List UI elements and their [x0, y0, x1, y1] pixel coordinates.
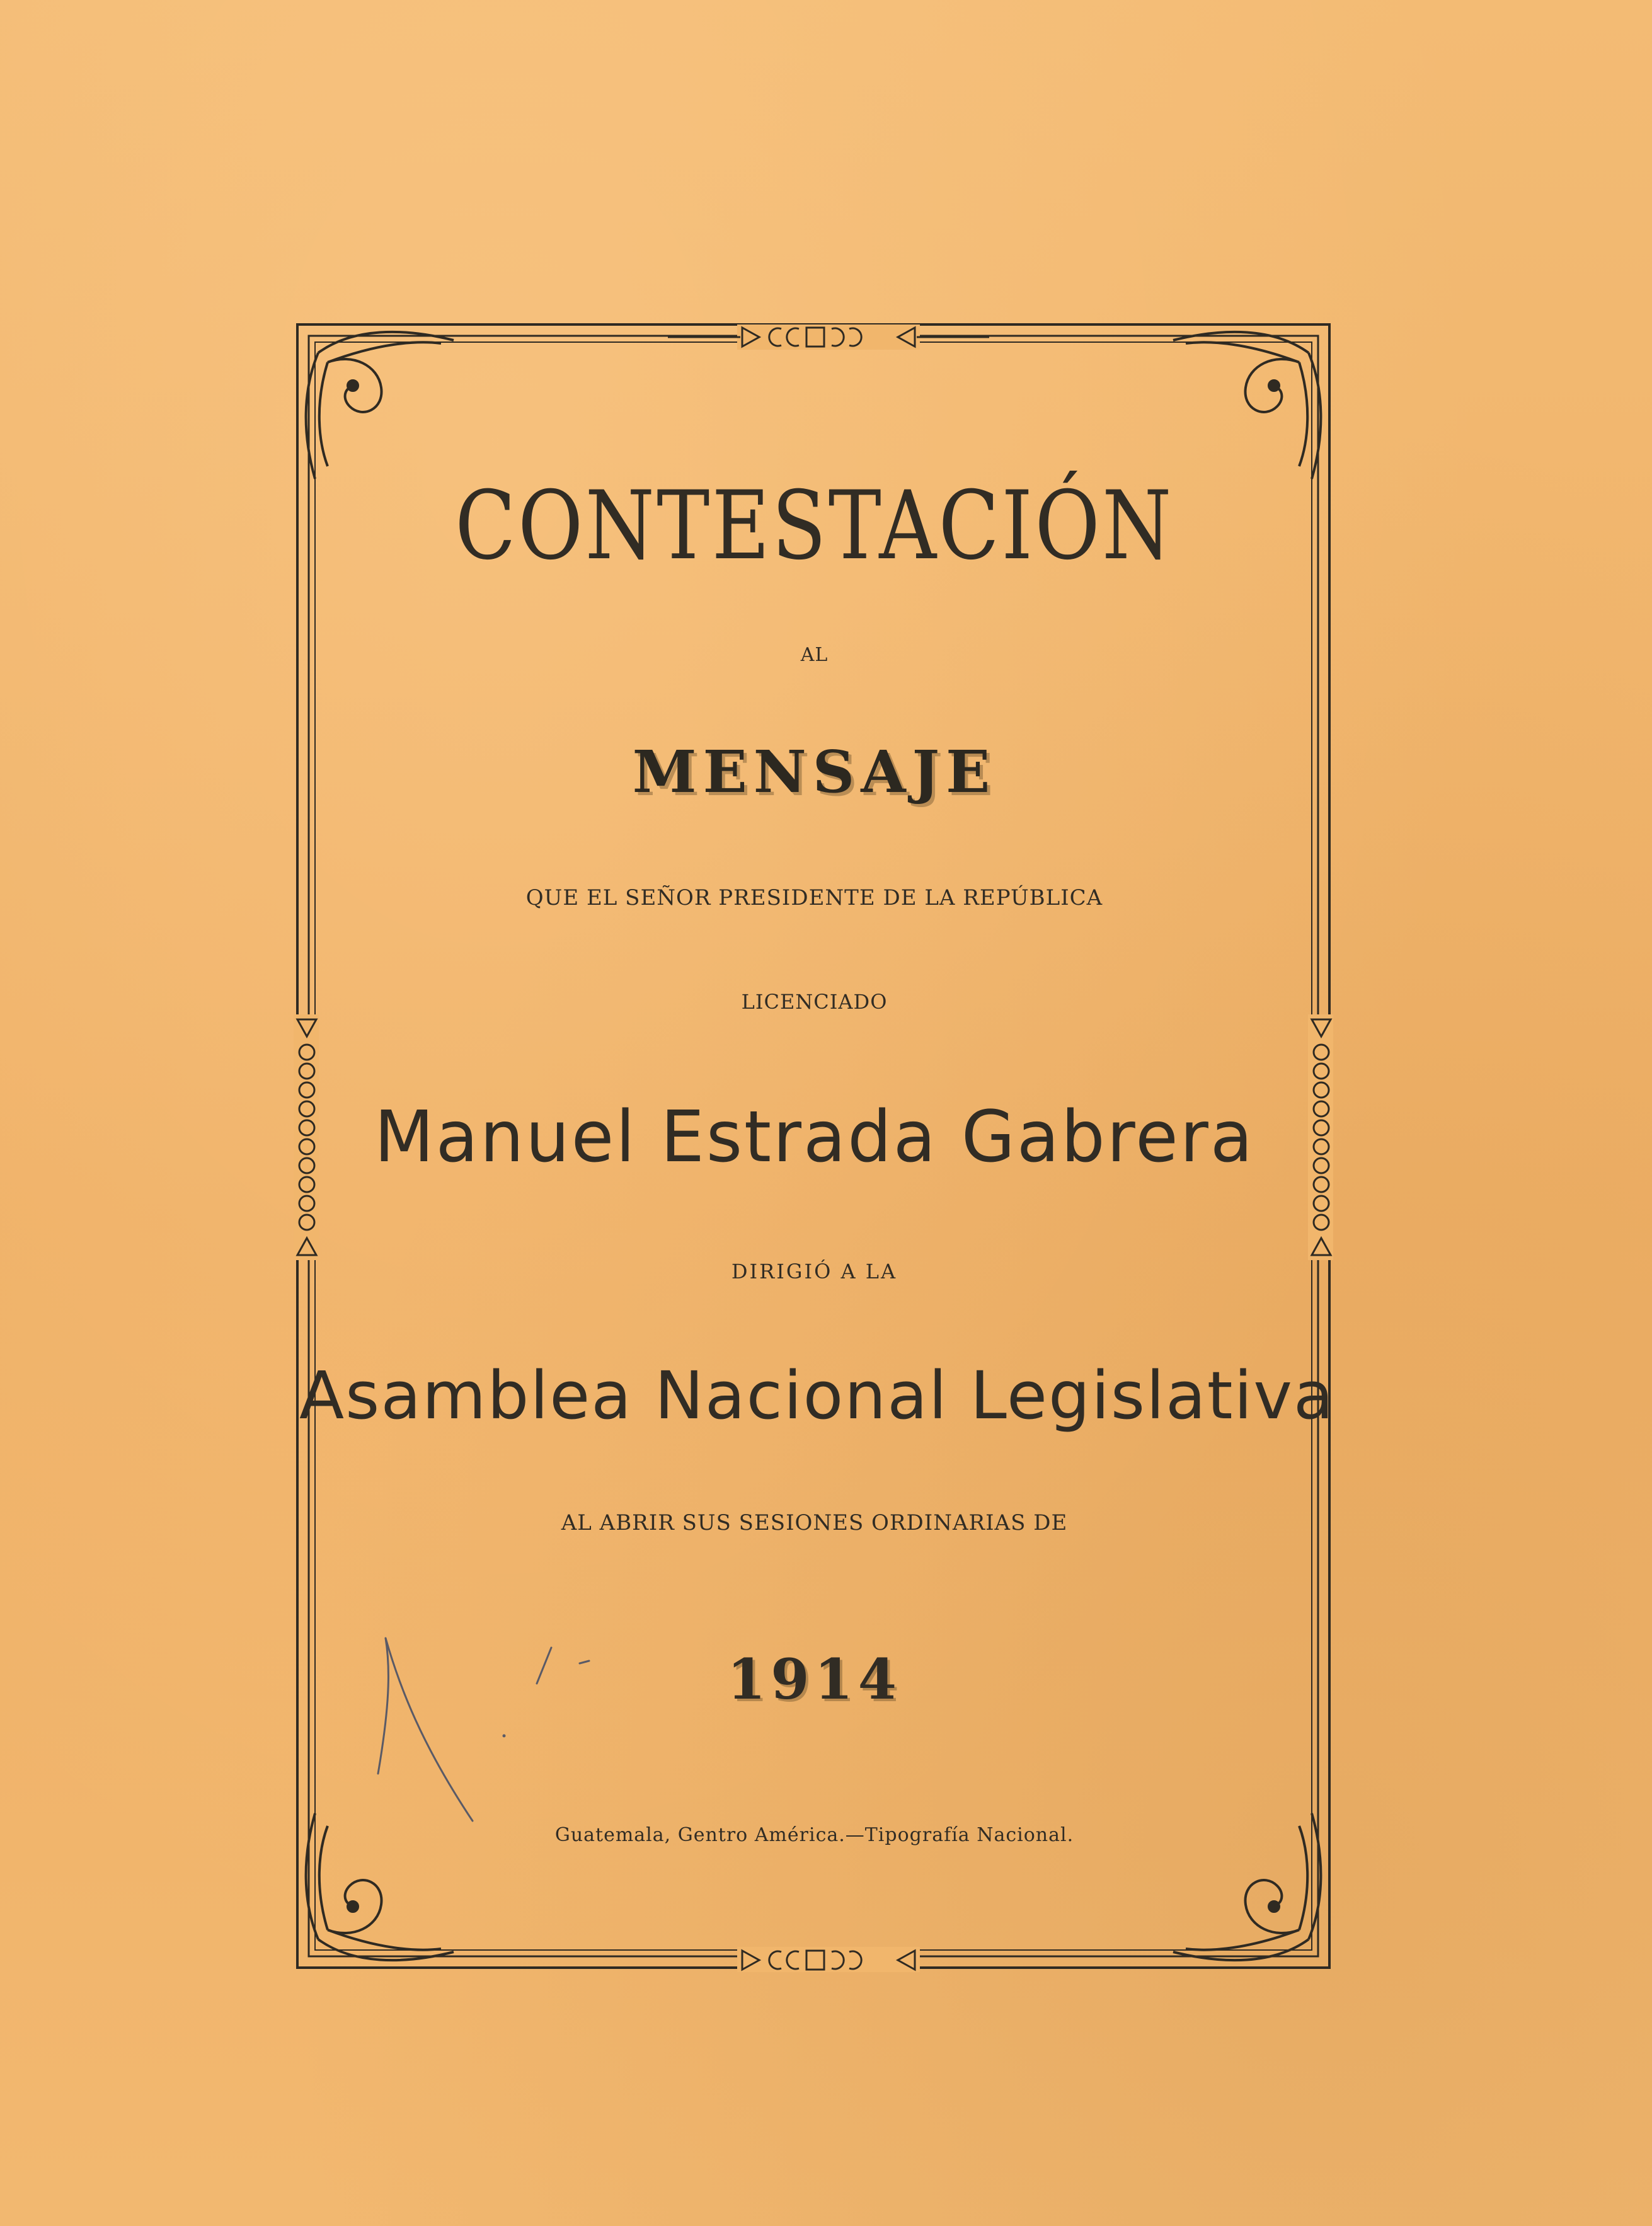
president-name: Manuel Estrada Gabrera: [374, 1096, 1255, 1178]
corner-flourish-top-right: [1173, 332, 1321, 479]
document-title: CONTESTACIÓN: [455, 471, 1174, 581]
assembly-name: Asamblea Nacional Legislativa: [299, 1357, 1335, 1434]
imprint-line: Guatemala, Gentro América.—Tipografía Nacional.: [554, 1824, 1074, 1846]
corner-flourish-top-left: [306, 332, 454, 479]
line-al-abrir: AL ABRIR SUS SESIONES ORDINARIAS DE: [561, 1510, 1068, 1535]
top-center-ornament: [668, 324, 989, 350]
year: 1914: [727, 1646, 902, 1712]
line-que-el-senor: QUE EL SEÑOR PRESIDENTE DE LA REPÚBLICA: [525, 885, 1103, 910]
connector-al: AL: [800, 644, 829, 666]
line-dirigio: DIRIGIÓ A LA: [731, 1259, 898, 1283]
pencil-annotation-mark: [372, 1632, 592, 1827]
subtitle-mensaje: MENSAJE: [632, 738, 997, 806]
line-licenciado: LICENCIADO: [741, 990, 888, 1014]
bottom-center-ornament: [737, 1947, 920, 1972]
